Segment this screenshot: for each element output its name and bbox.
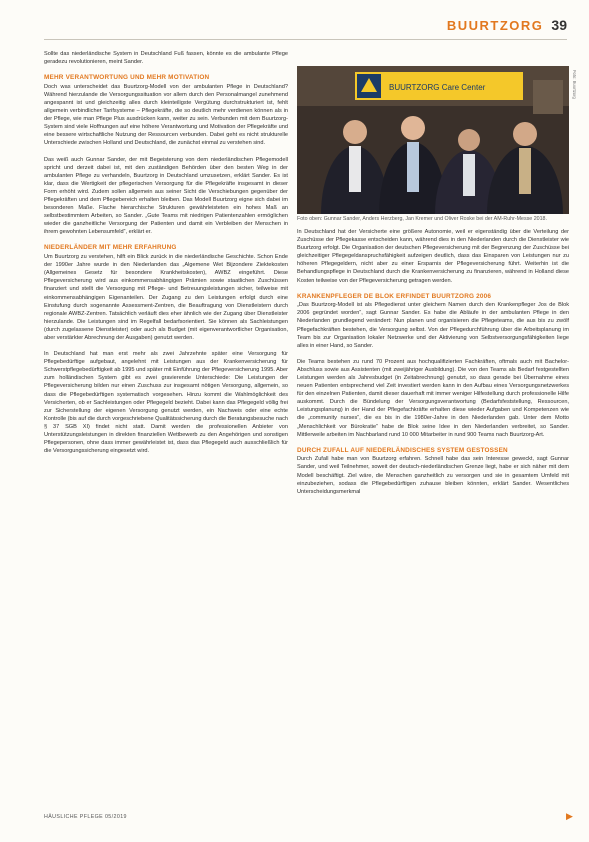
section-heading: MEHR VERANTWORTUNG UND MEHR MOTIVATION <box>44 74 210 82</box>
continue-arrow-icon: ▶ <box>566 811 573 821</box>
body-paragraph: Doch was unterscheidet das Buurtzorg-Modell von der ambulanten Pflege in Deutschland? Während hierzulande die Versorgungssituation vor allem durch den Personalmangel zunehmend angespannt ist und gleichzeitig alles durch kleinteiligste Vergütung durchstrukturiert ist, fehlt allgemein verbindlicher Tarifsysteme – Pflegekräfte, die so deutlich mehr verdienen können als in der Pflege, wie man Pflege Plus ausdrücken kann, weiter zu sein. Verbunden mit dem Buurtzorg-System sind viele Hoffnungen auf eine höhere Verantwortung und Motivation der Pflegekräfte und eine bessere wirtschaftliche Nutzung der Ressourcen verbunden. Dabei geht es nicht strukturelle Unterschiede zwischen Holland und Deutschland, die zunächst einmal zu verstehen sind. <box>44 83 288 147</box>
body-paragraph: „Das Buurtzorg-Modell ist als Pflegedienst unter gleichem Namen durch den Krankenpfleger Jos de Blok 2006 gegründet worden“, sagt Gunnar Sander. Es habe die Abläufe in der ambulanten Pflege in den Niederlanden grundlegend verändert: Nun planen und organisieren die Pflegeteams, die aus bis zu zwölf Pflegefachkräften bestehen, die Versorgung selbst. Von der Pflegedurchführung über die Arbeitsplanung im Team bis zur Organisation lokaler Netzwerke und der Aktivierung von Selbstversorgungsfähigkeiten liege alles in einer Hand, so Sander. <box>297 302 569 349</box>
body-paragraph: Das weiß auch Gunnar Sander, der mit Begeisterung von dem niederländischen Pflegemodell spricht und derzeit dabei ist, mit den zuständigen Behörden über den besten Weg in der ambulanten Pflege zu verhandeln, Buurtzorg in Deutschland umzusetzen, erklärt Sander. Es ist klar, dass die Wertigkeit der pflegerischen Versorgung für die Pflegekräfte insgesamt in dieser Form erhöht wird. Zudem sollen allgemein aus seiner Sicht die Verschiebungen gegenüber der Pflegekräften und dem Pflegebereich erhalten bleiben. Das Modell Buurtzorg eigne sich dabei im besonderen Maße. Flache hierarchische Strukturen gewährleisteten ein hohes Maß an selbstbestimmtem Arbeiten, so Sander. „Gute Teams mit niedrigen Patientenzahlen ermöglichen wieder die ganzheitliche Versorgung der Patienten und damit ein Verbleiben der Menschen in ihrem gewohnten Lebensumfeld“, erklärt er. <box>44 156 288 236</box>
right-column <box>297 228 569 814</box>
section-brand: BUURTZORG <box>446 17 544 33</box>
page-number: 39 <box>551 17 567 33</box>
photo-credit: Foto: Buurtzorg <box>572 70 577 99</box>
body-paragraph: Durch Zufall habe man von Buurtzorg erfahren. Schnell habe das sein Interesse geweckt, sagt Gunnar Sander, und weil Teilnehmer, soweit der deutsch-niederländischen Grenze liegt, habe er sich näher mit dem Modell beschäftigt. Ziel wäre, die Menschen ganzheitlich zu versorgen und sie in gesamtem Umfeld mit einzubeziehen, sodass die Pflegebedürftigen zuhause bleiben könnten, erklärt Sander. Wesentliches Unterscheidungsmerkmal <box>297 456 569 495</box>
body-paragraph: In Deutschland hat der Versicherte eine größere Autonomie, weil er eigenständig über die Verteilung der Zuschüsse der Pflegekasse entscheiden kann, während dies in den Niederlanden durch die Dienstleister wie Buurtzorg erfolgt. Die Organisation der deutschen Pflegeversicherung mit der Begrenzung der Zuschüsse bei gleichzeitiger Pflegegeldanspruchsfähigkeit aufzeigen deutlich, dass das Einsparen von Leistungen nur zu höheren Pflegegeldern, nicht aber zu einer Ersparnis der Pflegeversicherung führt. Weiterhin ist die Behandlungspflege in Deutschland durch die Krankenversicherung zu finanzieren, während in Holland diese Kosten teilweise von der Pflegeversicherung getragen werden. <box>297 229 569 284</box>
photo-caption: Foto oben: Gunnar Sander, Anders Herzberg, Jan Kremer und Oliver Roske bei der AM-Ruhr-Messe 2018. <box>297 216 547 222</box>
photo-illustration <box>297 66 569 214</box>
left-column <box>44 50 288 810</box>
body-paragraph: In Deutschland hat man erst mehr als zwei Jahrzehnte später eine Versorgung für Pflegebedürftige aufgebaut, angelehnt mit Leistungen aus der Krankenversicherung für Schwerstpflegebedürftigkeit ab 1995 und später mit Einführung der Pflegeversicherung 1995. Aber zum holländischen System gibt es zwei gravierende Unterschiede: Die Leistungen der Pflegeversicherung bilden nur einen Zuschuss zur insgesamt nötigen Versorgung, allgemein, so dass die Pflegebedürftigen systematisch vorgesehen. Hinzu kommt die Wahlmöglichkeit des Versicherten, ob er Sachleistungen oder Pflegegeld bezieht. Dabei kann das Pflegegeld völlig frei zur Sicherstellung der eigenen Versorgung genutzt werden, ein Nachweis oder eine echte Kontrolle (bis auf die durch vorgeschriebene Qualitätssicherung durch die Beratungsbesuche nach § 37 SGB XI) findet nicht statt. Damit werden die professionellen Anbieter von Unterstützungsleistungen in direkten finanziellen Wettbewerb zu den Angehörigen und sonstigen Pflegepersonen, ohne dass immer gewährleistet ist, dass das Pflegegeld auch ausschließlich für die Versorgungssicherung eingesetzt wird. <box>44 351 288 455</box>
body-paragraph: Die Teams bestehen zu rund 70 Prozent aus hochqualifizierten Fachkräften, oftmals auch mit Bachelor-Abschluss sowie aus Assistenten (mit zweijähriger Ausbildung). Die von den Teams als Bedarf festgestellten Leistungen werden als Jahresbudget (in Zeitabrechnung) genutzt, so dass gerade bei Übernahme eines neuen Patienten entsprechend viel Zeit investiert werden kann in den Aufbau eines Versorgungsnetzwerkes für den einzelnen Patienten, damit dieser dauerhaft mit immer weniger Hilfestellung durch professionelle Hilfe auskommt. Durch die Bündelung der Versorgungsverantwortung (Bedarfsfeststellung, Ressourcen, Leistungsplanung) in der Hand der Pflegefachkräfte erhalten diese wieder Aufgaben und Kompetenzen wie die „community nurses“, die es bis in die 1980er-Jahre in den Niederlanden gab. Unter dem Motto „Menschlichkeit vor Bürokratie“ habe de Blok seine Idee in den Niederlanden verbreitet, so Sander. Mittlerweile arbeiten im Nachbarland rund 10 000 Mitarbeiter in rund 900 Teams nach Buurtzorg-Art. <box>297 358 569 438</box>
section-heading: KRANKENPFLEGER DE BLOK ERFINDET BUURTZORG 2006 <box>297 292 492 300</box>
section-heading: DURCH ZUFALL AUF NIEDERLÄNDISCHES SYSTEM GESTOSSEN <box>297 446 508 454</box>
page-header <box>447 14 567 36</box>
section-heading: NIEDERLÄNDER MIT MEHR ERFAHRUNG <box>44 244 177 252</box>
banner-text: BUURTZORG Care Center <box>389 83 486 92</box>
group-photo <box>297 66 569 214</box>
footer-publication: HÄUSLICHE PFLEGE 05/2019 <box>44 814 127 820</box>
header-divider <box>44 39 567 40</box>
body-paragraph: Sollte das niederländische System in Deutschland Fuß fassen, könnte es die ambulante Pflege geradezu revolutionieren, meint Sander. <box>44 51 288 66</box>
body-paragraph: Um Buurtzorg zu verstehen, hilft ein Blick zurück in die niederländische Geschichte. Schon Ende der 1990er Jahre wurde in den Niederlanden das „Algemene Wet Bijzondere Ziektekosten (Allgemeines Gesetz für besondere Krankheitskosten), AWBZ eingeführt. Diese Pflegeversicherung wird aus einkommensabhängigen Prämien sowie staatlichen Zuschüssen finanziert und stellt die Versorgung mit Pflege- und Betreuungsleistungen sicher, teilweise mit einkommensabhängigen Eigenanteilen. Der Zugang zu den Leistungen erfolgt durch eine Einstufung durch sogenannte Assessment-Zentren, die Beauftragung von Dienstleistern durch regionale AWBZ-Zentren. Tatsächlich verläuft dies eher ähnlich wie der Zugang über Dienstleister hierzulande. Die Leistungen sind im Regelfall bedarfsorientiert. Sie können als Sachleistungen (durch zugelassene Dienstleister) oder auch als Budget (mit eigenverantwortlicher Organisation, aber verstärkter Abrechnung der Ausgaben) genutzt werden. <box>44 254 288 341</box>
